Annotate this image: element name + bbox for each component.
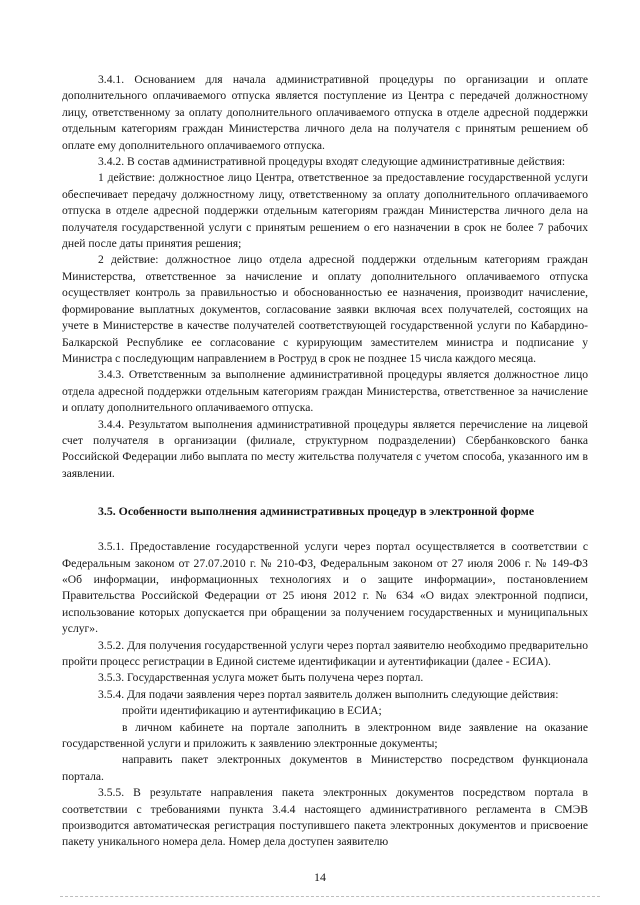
section-heading: 3.5. Особенности выполнения административных процедур в электронной форме [98,504,535,519]
paragraph-3-5-4: 3.5.4. Для подачи заявления через портал заявитель должен выполнить следующие действия: [98,687,559,701]
paragraph-action-2: 2 действие: должностное лицо отдела адресной поддержки отдельным категориям граждан Министерства, ответственное за начисление и оплату дополнительного оплачиваемого отпуска осуществляет контроль за правильностью и обоснованностью ее назначения, производит начисление, формирование выплатных документов, согласование заявки включая всех получателей, состоящих на учете в Министерстве в качестве получателей соответствующей государственной услуги по Кабардино-Балкарской Республике ее согласование с курирующим заместителем министра и подписание у Министра с последующим направлением в Роструд в срок не позднее 15 числа каждого месяца. [62,253,588,365]
list-item-send-package: направить пакет электронных документов в Министерство посредством функционала портала. [62,753,588,783]
paragraph-3-4-3: 3.4.3. Ответственным за выполнение административной процедуры является должностное лицо отдела адресной поддержки отдельным категориям граждан Министерства, ответственное за начисление и оплату дополнительного оплачиваемого отпуска. [62,368,588,415]
scan-artifact-line [60,896,600,897]
paragraph-3-5-3: 3.5.3. Государственная услуга может быть получена через портал. [98,671,424,685]
paragraph-3-4-1: 3.4.1. Основанием для начала административной процедуры по организации и оплате дополнительного оплачиваемого отпуска является поступление из Центра с передачей должностному лицу, ответственному за оплату дополнительного оплачиваемого отпуска в отделе адресной поддержки отдельным категориям граждан Министерства личного дела на получателя с принятым решением об оплате ему дополнительного оплачиваемого отпуска. [62,73,588,152]
list-item-esia: пройти идентификацию и аутентификацию в ЕСИА; [122,704,382,718]
paragraph-3-5-5: 3.5.5. В результате направления пакета электронных документов посредством портала в соответствии с требованиями пункта 3.4.4 настоящего административного регламента в СМЭВ производится автоматическая регистрация поступившего пакета электронных документов и присвоение пакету уникального номера дела. Номер дела доступен заявителю [62,786,588,849]
paragraph-3-5-2: 3.5.2. Для получения государственной услуги через портал заявителю необходимо предварительно пройти процесс регистрации в Единой системе идентификации и аутентификации (далее - ЕСИА). [62,638,588,668]
paragraph-action-1: 1 действие: должностное лицо Центра, ответственное за предоставление государственной услуги обеспечивает передачу должностному лицу, ответственному за оплату дополнительного оплачиваемого отпуска в отделе адресной поддержки отдельным категориям граждан Министерства личного дела на получателя государственной услуги с принятым решением о его назначении в срок не более 7 рабочих дней после даты принятия решения; [62,171,588,251]
paragraph-3-4-4: 3.4.4. Результатом выполнения административной процедуры является перечисление на лицевой счет получателя в организации (филиале, структурном подразделении) Сбербанковского банка Российской Федерации либо выплата по месту жительства получателя с учетом способа, указанного им в заявлении. [62,417,588,480]
paragraph-3-4-2: 3.4.2. В состав административной процедуры входят следующие административные действия: [98,155,566,169]
paragraph-3-5-1: 3.5.1. Предоставление государственной услуги через портал осуществляется в соответствии с Федеральным законом от 27.07.2010 г. № 210-ФЗ, Федеральным законом от 27 июля 2006 г. № 149-ФЗ «Об информации, информационных технологиях и о защите информации», постановлением Правительства Российской Федерации от 25 июня 2012 г. № 634 «О видах электронной подписи, использование которых допускается при обращении за получением государственных и муниципальных услуг». [62,540,588,636]
page-number: 14 [314,870,326,884]
list-item-personal-cabinet: в личном кабинете на портале заполнить в электронном виде заявление на оказание государственной услуги и приложить к заявлению электронные документы; [62,720,588,751]
